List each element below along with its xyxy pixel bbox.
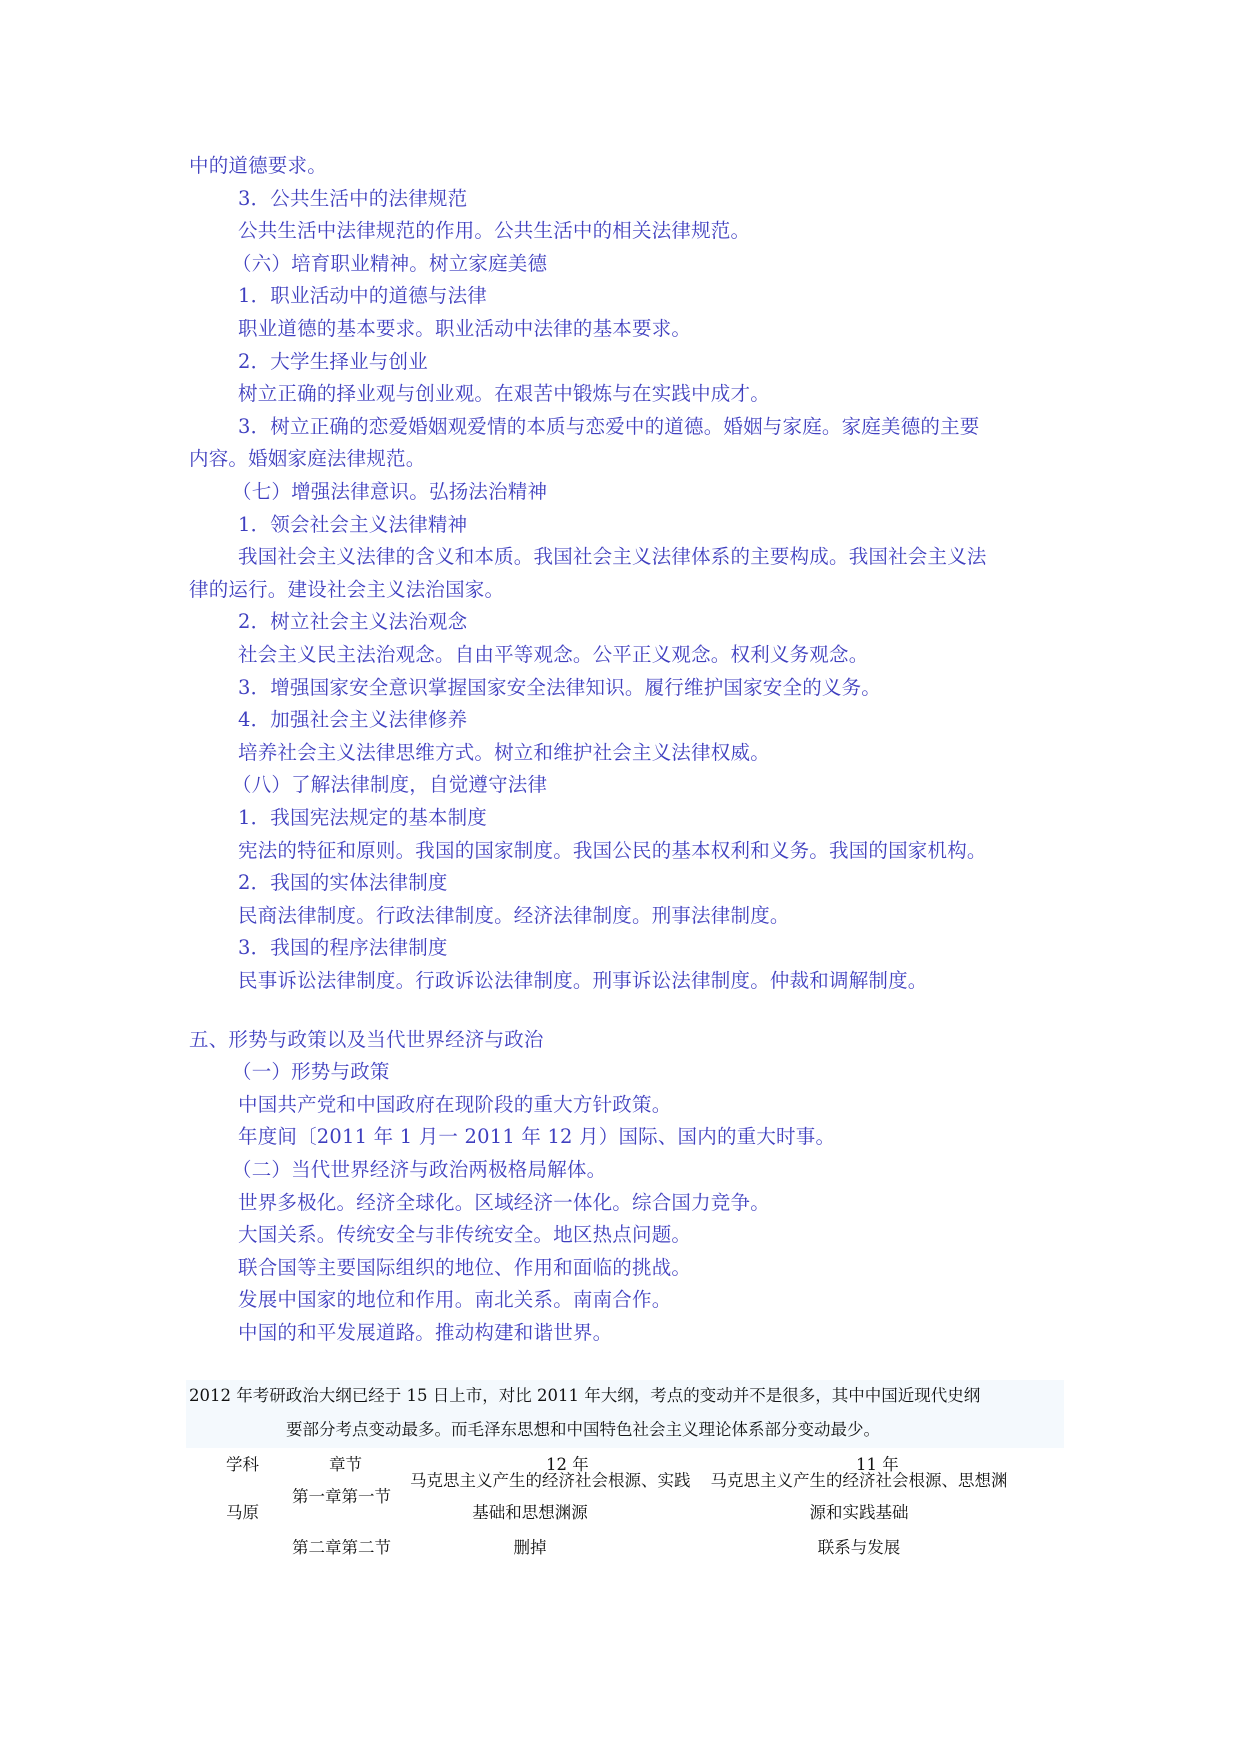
outline-line: 1．领会社会主义法律精神: [238, 513, 468, 536]
outline-line: （二）当代世界经济与政治两极格局解体。: [232, 1158, 607, 1181]
chapter-cell: 第一章第一节: [292, 1487, 391, 1506]
outline-line: 律的运行。建设社会主义法治国家。: [189, 578, 505, 601]
outline-line: 树立正确的择业观与创业观。在艰苦中锻炼与在实践中成才。: [238, 382, 770, 405]
subject-cell: 马原: [226, 1503, 259, 1522]
outline-line: 4．加强社会主义法律修养: [238, 708, 468, 731]
chapter-cell: 第二章第二节: [292, 1538, 391, 1557]
year-12-cell: 基础和思想渊源: [472, 1503, 588, 1522]
outline-line: 1．我国宪法规定的基本制度: [238, 806, 488, 829]
year-12-cell: 删掉: [513, 1538, 547, 1557]
outline-line: 内容。婚姻家庭法律规范。: [189, 447, 426, 470]
year-11-cell: 源和实践基础: [809, 1503, 909, 1522]
comparison-table: [186, 1450, 1066, 1610]
outline-line: （七）增强法律意识。弘扬法治精神: [232, 480, 548, 503]
outline-line: 培养社会主义法律思维方式。树立和维护社会主义法律权威。: [238, 741, 770, 764]
outline-line: 民事诉讼法律制度。行政诉讼法律制度。刑事诉讼法律制度。仲裁和调解制度。: [238, 969, 928, 992]
outline-line: 世界多极化。经济全球化。区域经济一体化。综合国力竞争。: [238, 1191, 770, 1214]
outline-line: 3．公共生活中的法律规范: [238, 187, 468, 210]
outline-line: 宪法的特征和原则。我国的国家制度。我国公民的基本权利和义务。我国的国家机构。: [238, 839, 987, 862]
outline-line: 3．我国的程序法律制度: [238, 936, 448, 959]
header-year-12: 12 年: [546, 1455, 589, 1474]
outline-line: 2．树立社会主义法治观念: [238, 610, 468, 633]
header-year-11: 11 年: [856, 1455, 899, 1474]
outline-line: 联合国等主要国际组织的地位、作用和面临的挑战。: [238, 1256, 692, 1279]
header-chapter: 章节: [329, 1455, 362, 1474]
outline-line: 年度间〔2011 年 1 月一 2011 年 12 月）国际、国内的重大时事。: [238, 1125, 836, 1148]
outline-line: 3．树立正确的恋爱婚姻观爱情的本质与恋爱中的道德。婚姻与家庭。家庭美德的主要: [238, 415, 980, 438]
outline-line: （八）了解法律制度，自觉遵守法律: [232, 773, 548, 796]
note-line-1: 2012 年考研政治大纲已经于 15 日上市，对比 2011 年大纲，考点的变动并不是很多，其中中国近现代史纲: [189, 1386, 981, 1405]
outline-line: 2．我国的实体法律制度: [238, 871, 448, 894]
outline-line: 3．增强国家安全意识掌握国家安全法律知识。履行维护国家安全的义务。: [238, 676, 882, 699]
outline-line: 中国的和平发展道路。推动构建和谐世界。: [238, 1321, 613, 1344]
year-11-cell: 马克思主义产生的经济社会根源、思想渊: [710, 1471, 1008, 1490]
outline-line: 五、形势与政策以及当代世界经济与政治: [189, 1028, 544, 1051]
year-12-cell: 马克思主义产生的经济社会根源、实践: [410, 1471, 691, 1490]
outline-line: 中的道德要求。: [189, 154, 327, 177]
outline-line: （一）形势与政策: [232, 1060, 390, 1083]
outline-line: 公共生活中法律规范的作用。公共生活中的相关法律规范。: [238, 219, 751, 242]
syllabus-change-note: [186, 1380, 1064, 1448]
outline-line: 我国社会主义法律的含义和本质。我国社会主义法律体系的主要构成。我国社会主义法: [238, 545, 987, 568]
outline-line: 民商法律制度。行政法律制度。经济法律制度。刑事法律制度。: [238, 904, 790, 927]
outline-line: 职业道德的基本要求。职业活动中法律的基本要求。: [238, 317, 692, 340]
outline-line: 2．大学生择业与创业: [238, 350, 428, 373]
note-line-2: 要部分考点变动最多。而毛泽东思想和中国特色社会主义理论体系部分变动最少。: [286, 1420, 880, 1439]
outline-line: 1．职业活动中的道德与法律: [238, 284, 488, 307]
outline-line: 社会主义民主法治观念。自由平等观念。公平正义观念。权利义务观念。: [238, 643, 869, 666]
year-11-cell: 联系与发展: [817, 1538, 901, 1557]
outline-line: 中国共产党和中国政府在现阶段的重大方针政策。: [238, 1093, 672, 1116]
outline-line: 发展中国家的地位和作用。南北关系。南南合作。: [238, 1288, 672, 1311]
outline-line: （六）培育职业精神。树立家庭美德: [232, 252, 548, 275]
outline-line: 大国关系。传统安全与非传统安全。地区热点问题。: [238, 1223, 692, 1246]
header-subject: 学科: [226, 1455, 259, 1474]
